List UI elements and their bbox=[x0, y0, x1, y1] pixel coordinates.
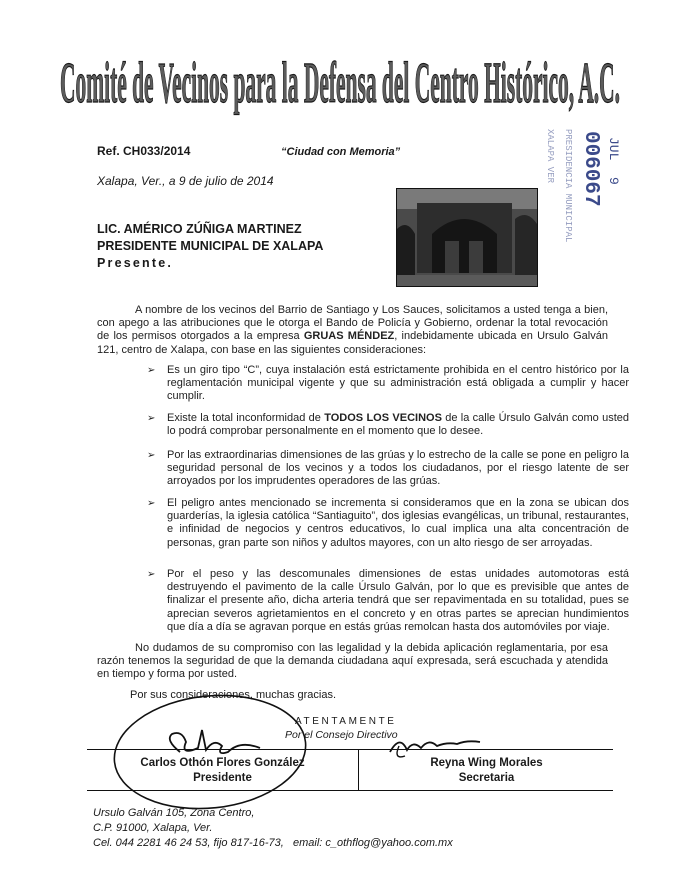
intro-paragraph: A nombre de los vecinos del Barrio de Santiago y Los Sauces, solicitamos a usted tenga a bien, con apego a las atribuciones que le otorga el Bando de Policía y Gobierno, ordenar la total revocación de los permisos otorgados a la empresa GRUAS MÉNDEZ, indebidamente ubicada en Ursulo Galván 121, centro de Xalapa, con base en las siguientes consideraciones: bbox=[97, 304, 608, 356]
signature-table bbox=[87, 749, 613, 791]
arrow-bullet-icon: ➢ bbox=[147, 569, 156, 580]
footer-address-2: C.P. 91000, Xalapa, Ver. bbox=[93, 822, 213, 834]
arrow-bullet-icon: ➢ bbox=[147, 365, 156, 376]
list-item: ➢ El peligro antes mencionado se incrementa si consideramos que en la zona se ubican dos guarderías, la iglesia católica “Santiaguito”, dos iglesias evangélicas, un tribunal, restaurantes, e infinidad de negocios y centros educativos, lo cual implica una alta concentración de personas, gran parte son niños y adultos mayores, con un alto riesgo de ser arroyadas. bbox=[147, 497, 629, 549]
stamp-city: XALAPA VER bbox=[545, 129, 555, 184]
building-photo bbox=[396, 188, 538, 287]
atentamente-label: ATENTAMENTE bbox=[295, 716, 397, 727]
stamp-month: JUL bbox=[606, 137, 621, 161]
reference-number: Ref. CH033/2014 bbox=[97, 144, 191, 158]
stamp-office: PRESIDENCIA MUNICIPAL bbox=[563, 129, 573, 243]
arrow-bullet-icon: ➢ bbox=[147, 413, 156, 424]
list-item: ➢ Por el peso y las descomunales dimensiones de estas unidades automotoras está destruyendo el pavimento de la calle Úrsulo Galván, por lo que es previsible que antes de finalizar el presente año, dicha arteria tendrá que ser repavimentada en su totalidad, pues se aprecian severos agrietamientos en el concreto y en otras partes se aprecian hundimientos que día a día se agravan porque en estás grúas remolcan hasta dos automóviles por viaje. bbox=[147, 568, 629, 633]
signatory-left-name: Carlos Othón Flores González bbox=[140, 757, 305, 769]
signatory-left bbox=[87, 756, 358, 786]
stamp-folio: 006067 bbox=[579, 131, 602, 207]
organization-title bbox=[60, 40, 660, 130]
list-item: ➢ Es un giro tipo “C”, cuya instalación está estrictamente prohibida en el centro histórico por la reglamentación municipal vigente y que su administración está obligada a cumplir y hacer cumplir. bbox=[147, 364, 629, 403]
footer-phones: Cel. 044 2281 46 24 53, fijo 817-16-73, bbox=[93, 837, 284, 849]
list-item: ➢ Por las extraordinarias dimensiones de las grúas y lo estrecho de la calle se pone en peligro la seguridad personal de los vecinos y a todos los ciudadanos, por el riesgo latente de ser arroyados por los imprudentes operadores de las grúas. bbox=[147, 449, 629, 488]
company-name: GRUAS MÉNDEZ bbox=[303, 330, 395, 343]
signatory-right-role: Secretaria bbox=[458, 772, 515, 784]
motto: “Ciudad con Memoria” bbox=[281, 146, 401, 158]
footer-email: email: c_othflog@yahoo.com.mx bbox=[292, 837, 453, 849]
addressee-position: PRESIDENTE MUNICIPAL DE XALAPA bbox=[97, 239, 324, 253]
closing-paragraph: No dudamos de su compromiso con las legalidad y la debida aplicación reglamentaria, por esa razón tenemos la seguridad de que la demanda ciudadana aquí expresada, será escuchada y atendida en tiempo y forma por usted. bbox=[97, 642, 608, 681]
addressee-block bbox=[97, 221, 323, 272]
letter-date: Xalapa, Ver., a 9 de julio de 2014 bbox=[97, 174, 274, 188]
addressee-name: LIC. AMÉRICO ZÚÑIGA MARTINEZ bbox=[97, 222, 302, 236]
footer-contact bbox=[93, 806, 453, 851]
signatory-left-role: Presidente bbox=[193, 772, 252, 784]
signature-divider bbox=[358, 750, 359, 790]
arrow-bullet-icon: ➢ bbox=[147, 450, 156, 461]
on-behalf-label: Por el Consejo Directivo bbox=[285, 729, 398, 741]
arrow-bullet-icon: ➢ bbox=[147, 498, 156, 509]
thanks-line: Por sus consideraciones, muchas gracias. bbox=[130, 689, 337, 701]
addressee-greeting: Presente. bbox=[97, 256, 174, 270]
signatory-right bbox=[360, 756, 613, 786]
signatory-right-name: Reyna Wing Morales bbox=[430, 757, 543, 769]
list-item: ➢ Existe la total inconformidad de TODOS LOS VECINOS de la calle Úrsulo Galván como usted lo podrá comprobar personalmente en el momento que lo desee. bbox=[147, 412, 629, 438]
stamp-day: 9 bbox=[606, 177, 621, 185]
organization-title-text: Comité de Vecinos para la Defensa del Centro Histórico, A.C. bbox=[60, 50, 620, 115]
footer-address-1: Ursulo Galván 105, Zona Centro, bbox=[93, 807, 255, 819]
